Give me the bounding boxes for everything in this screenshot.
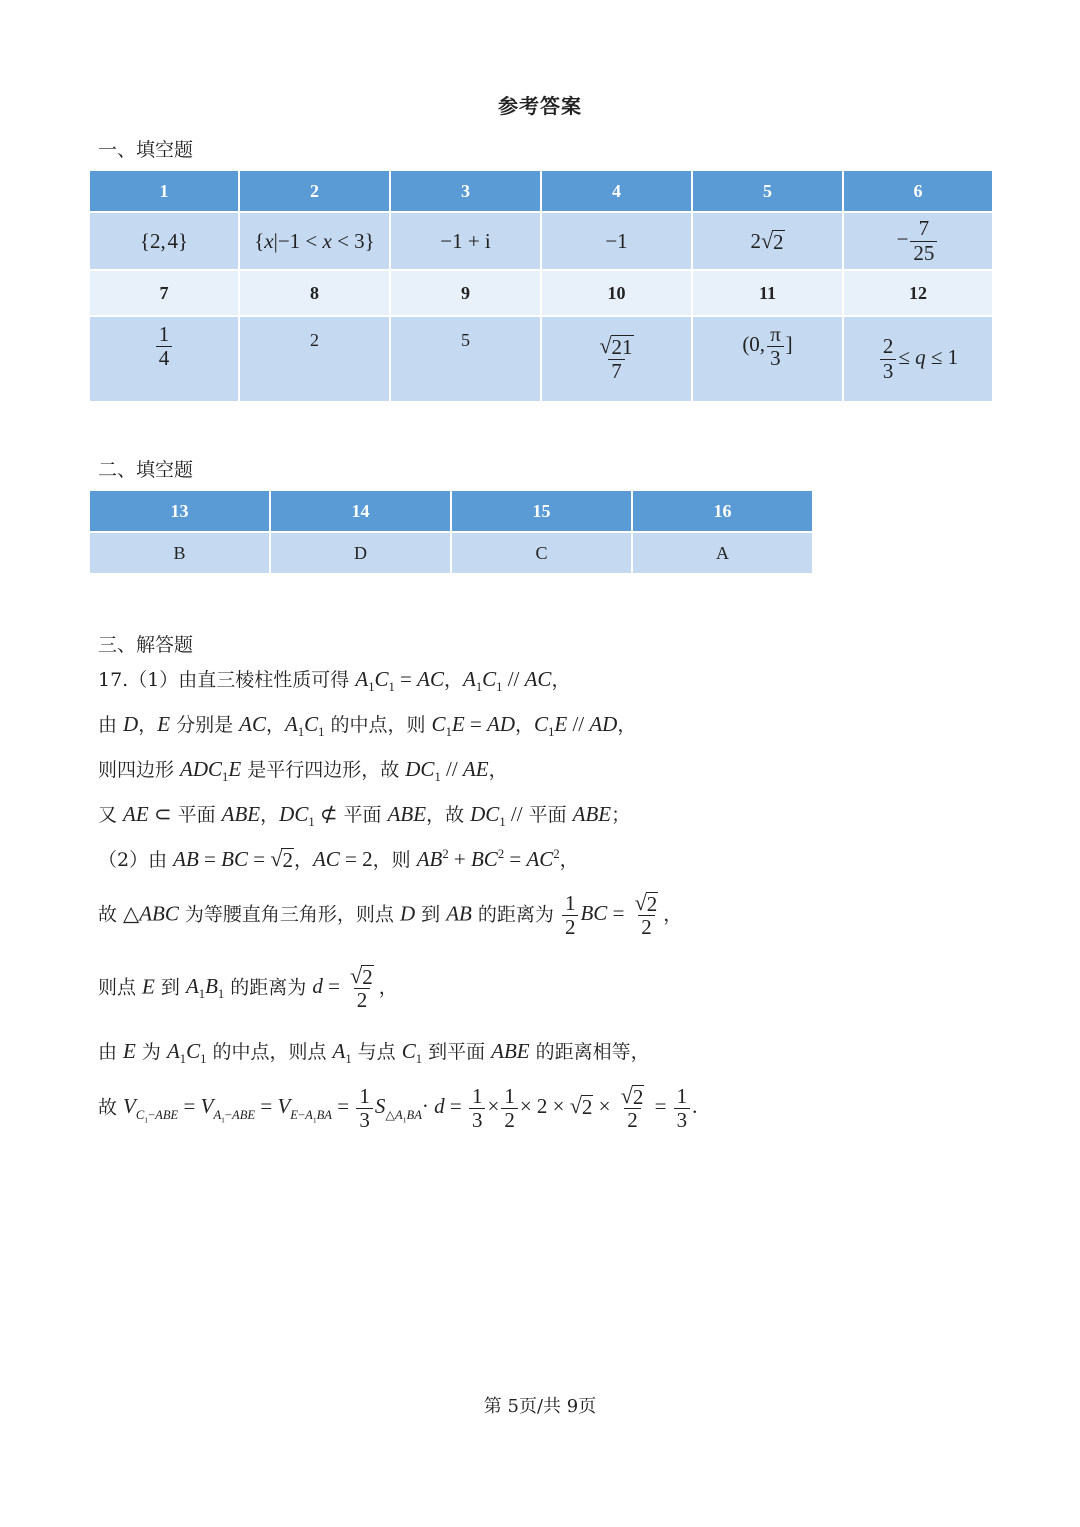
answer-9: 5 — [390, 316, 541, 402]
answer-12: $\frac{2}{3}$ ≤ q ≤ 1 — [843, 316, 993, 402]
answer-5: 2 √ 2 — [692, 212, 843, 270]
multiple-choice-table — [88, 489, 814, 575]
question-number: 8 — [239, 270, 390, 316]
question-number: 9 — [390, 270, 541, 316]
section-2-heading: 二、填空题 — [98, 459, 194, 481]
answer-8: 2 — [239, 316, 390, 402]
question-number: 3 — [390, 170, 541, 212]
solution-line-6: 故 △ABC 为等腰直角三角形，则点 D 到 AB 的距离为 $\frac{1}{2}$ BC = √ 2 2 ， — [98, 890, 683, 940]
question-number: 4 — [541, 170, 692, 212]
question-number: 13 — [89, 490, 270, 532]
choice-answer: D — [270, 532, 451, 574]
solution-line-8: 由 E 为 $A_1C_1$ 的中点，则点 $A_1$ 与点 $C_1$ 到平面 ABE 的距离相等， — [98, 1039, 650, 1067]
question-number: 2 — [239, 170, 390, 212]
fill-blank-table-1 — [88, 169, 994, 403]
solution-line-1: 17.（1）由直三棱柱性质可得 $A_1C_1$ = AC，$A_1C_1$ // AC， — [98, 667, 571, 695]
question-number: 14 — [270, 490, 451, 532]
page-footer: 第 5页/共 9页 — [483, 1396, 597, 1417]
question-number: 6 — [843, 170, 993, 212]
question-number: 15 — [451, 490, 632, 532]
solution-line-5: （2）由 AB = BC = √ 2 ，AC = 2，则 $AB^2 + BC^2 = AC^2$， — [98, 846, 579, 872]
solution-line-4: 又 AE ⊂ 平面 ABE，$DC_1$ ⊄ 平面 ABE，故 $DC_1$ // 平面 ABE； — [98, 802, 631, 830]
question-number: 1 — [89, 170, 239, 212]
question-number: 12 — [843, 270, 993, 316]
answer-2: {x|−1 < x < 3} — [239, 212, 390, 270]
page-title: 参考答案 — [498, 94, 582, 118]
answer-1: {2, 4} — [89, 212, 239, 270]
answer-11: (0, $\frac{\pi}{3}$ ] — [692, 316, 843, 402]
solution-line-9: 故 $V_{C_1-ABE} = V_{A_1-ABE} = V_{E-A_1BA}$ = $\frac{1}{3}$ $S_{\triangle A_1BA}\cdot d$ = $\frac{1}{3}$ × $\frac{1}{2}$ × 2 × √ 2 × √ 2 2 = $\frac{1}{3}$ . — [98, 1083, 698, 1133]
question-number: 16 — [632, 490, 813, 532]
question-number: 11 — [692, 270, 843, 316]
choice-answer: A — [632, 532, 813, 574]
answer-7: $\frac{1}{4}$ — [89, 316, 239, 402]
answer-3: −1 + i — [390, 212, 541, 270]
answer-4: −1 — [541, 212, 692, 270]
section-3-heading: 三、解答题 — [98, 634, 194, 656]
question-number: 5 — [692, 170, 843, 212]
choice-answer: B — [89, 532, 270, 574]
solution-line-3: 则四边形 $ADC_1E$ 是平行四边形，故 $DC_1$ // AE， — [98, 757, 508, 785]
choice-answer: C — [451, 532, 632, 574]
question-number: 10 — [541, 270, 692, 316]
answer-6: − $\frac{7}{25}$ — [843, 212, 993, 270]
solution-line-2: 由 D，E 分别是 AC，$A_1C_1$ 的中点，则 $C_1E$ = AD，$C_1E$ // AD， — [98, 712, 637, 740]
question-number: 7 — [89, 270, 239, 316]
answer-10: √ 21 7 — [541, 316, 692, 402]
section-1-heading: 一、填空题 — [98, 139, 194, 161]
solution-line-7: 则点 E 到 $A_1B_1$ 的距离为 d = √ 2 2 ， — [98, 963, 398, 1013]
